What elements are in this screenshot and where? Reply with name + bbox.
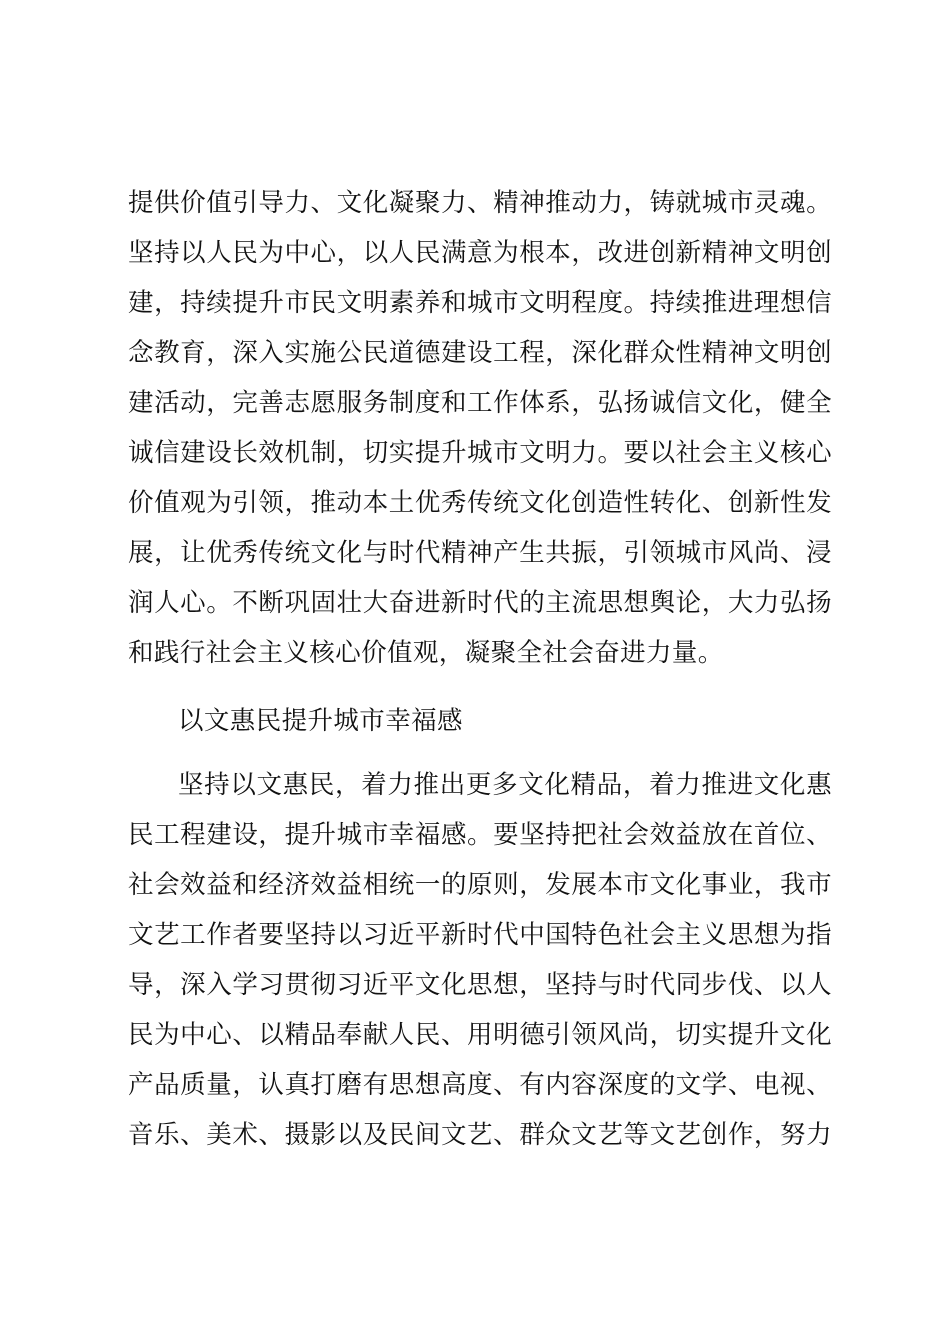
paragraph-1-line-7: 价值观为引领，推动本土优秀传统文化创造性转化、创新性发 xyxy=(128,488,832,518)
section-heading: 以文惠民提升城市幸福感 xyxy=(178,706,463,736)
paragraph-1-line-5: 建活动，完善志愿服务制度和工作体系，弘扬诚信文化，健全 xyxy=(128,388,832,418)
paragraph-1-line-2: 坚持以人民为中心，以人民满意为根本，改进创新精神文明创 xyxy=(128,238,832,268)
paragraph-2-line-7: 产品质量，认真打磨有思想高度、有内容深度的文学、电视、 xyxy=(128,1070,832,1100)
paragraph-2-line-1: 坚持以文惠民，着力推出更多文化精品，着力推进文化惠 xyxy=(178,770,832,800)
paragraph-2-line-6: 民为中心、以精品奉献人民、用明德引领风尚，切实提升文化 xyxy=(128,1020,832,1050)
paragraph-1-line-8: 展，让优秀传统文化与时代精神产生共振，引领城市风尚、浸 xyxy=(128,538,832,568)
paragraph-2-line-2: 民工程建设，提升城市幸福感。要坚持把社会效益放在首位、 xyxy=(128,820,832,850)
paragraph-2-line-5: 导，深入学习贯彻习近平文化思想，坚持与时代同步伐、以人 xyxy=(128,970,832,1000)
paragraph-1-line-4: 念教育，深入实施公民道德建设工程，深化群众性精神文明创 xyxy=(128,338,832,368)
paragraph-2-line-8: 音乐、美术、摄影以及民间文艺、群众文艺等文艺创作，努力 xyxy=(128,1120,832,1150)
paragraph-1-line-3: 建，持续提升市民文明素养和城市文明程度。持续推进理想信 xyxy=(128,288,832,318)
paragraph-1-line-6: 诚信建设长效机制，切实提升城市文明力。要以社会主义核心 xyxy=(128,438,832,468)
paragraph-1-line-9: 润人心。不断巩固壮大奋进新时代的主流思想舆论，大力弘扬 xyxy=(128,588,832,618)
paragraph-2-line-3: 社会效益和经济效益相统一的原则，发展本市文化事业，我市 xyxy=(128,870,832,900)
paragraph-1-line-1: 提供价值引导力、文化凝聚力、精神推动力，铸就城市灵魂。 xyxy=(128,188,832,218)
paragraph-1-line-10: 和践行社会主义核心价值观，凝聚全社会奋进力量。 xyxy=(128,638,724,668)
paragraph-2-line-4: 文艺工作者要坚持以习近平新时代中国特色社会主义思想为指 xyxy=(128,920,832,950)
